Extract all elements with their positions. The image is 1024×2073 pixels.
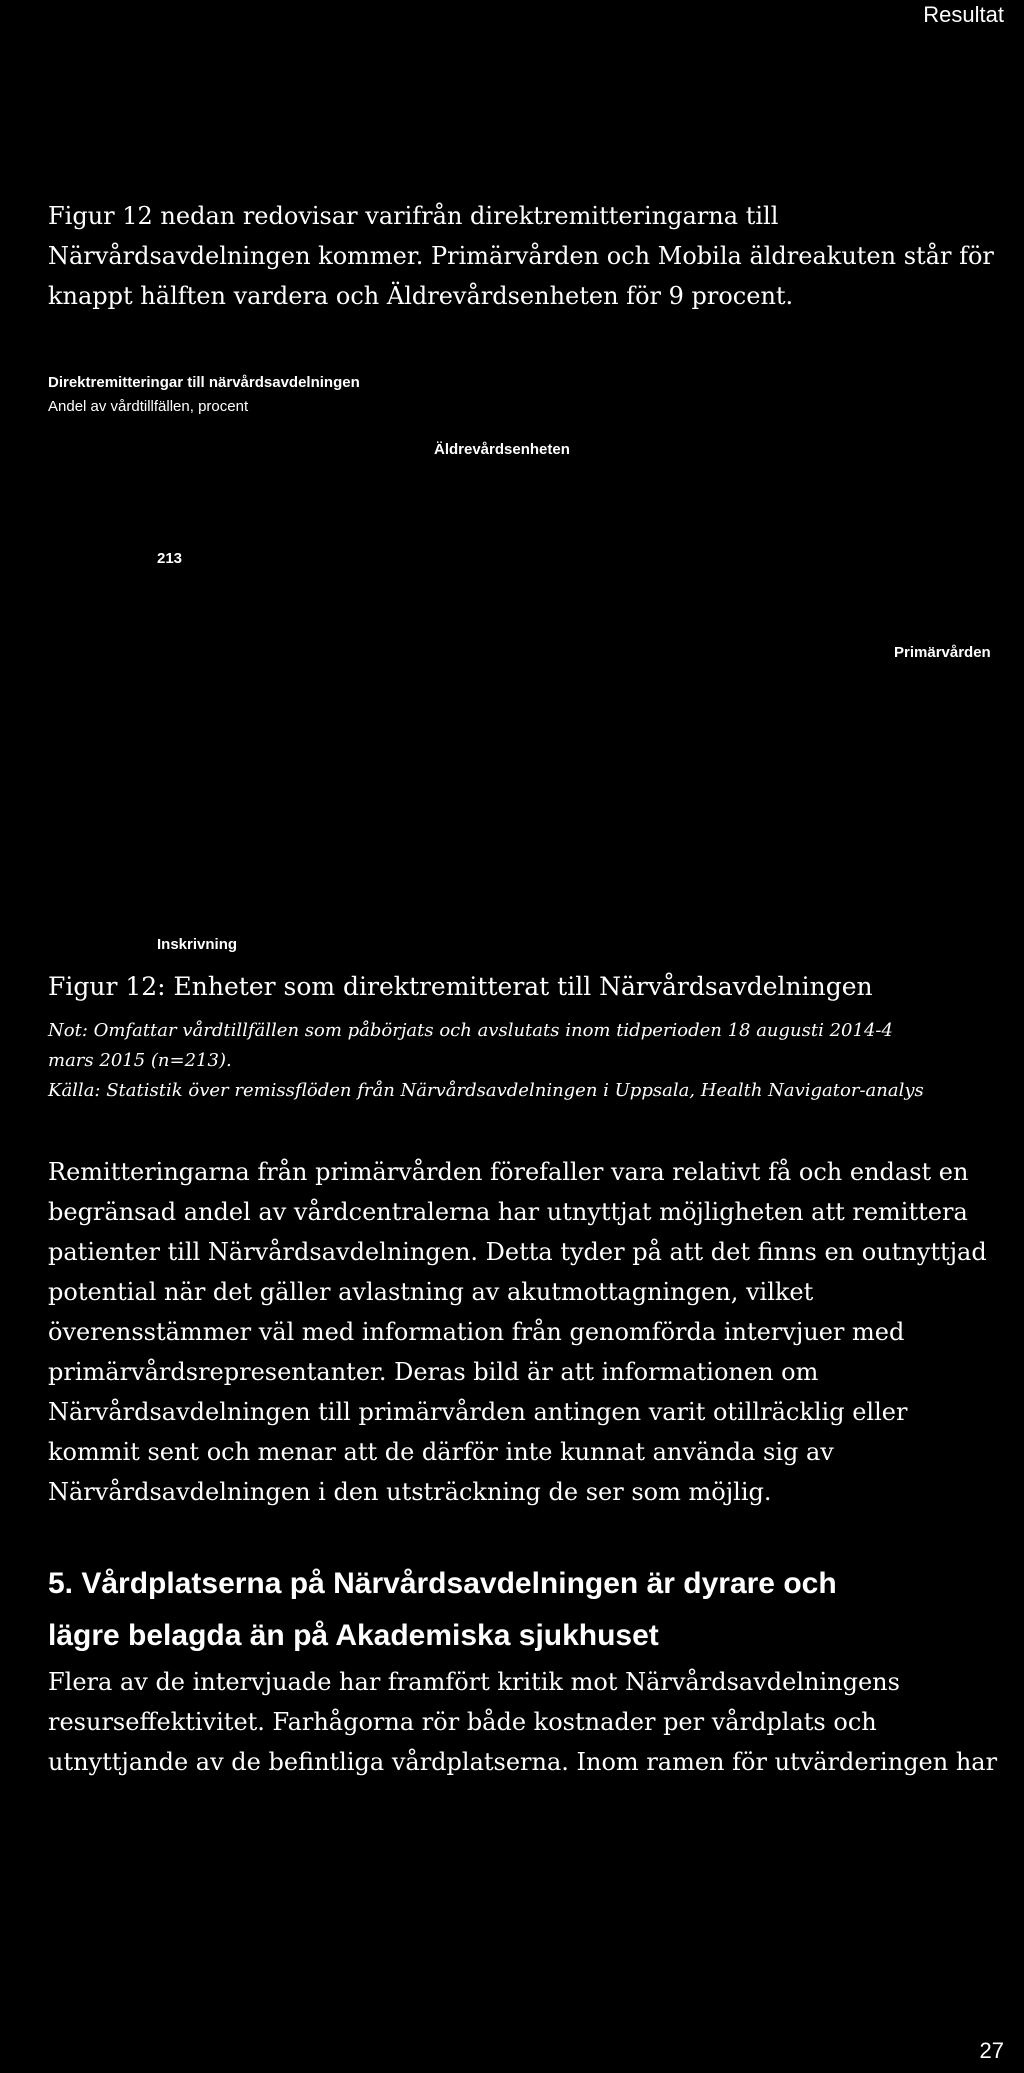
chart-title: Direktremitteringar till närvårdsavdelningen <box>48 374 360 391</box>
body-line: primärvårdsrepresentanter. Deras bild är att informationen om <box>48 1358 819 1386</box>
section-heading <box>48 1558 1008 1662</box>
section-line: Flera av de intervjuade har framfört kritik mot Närvårdsavdelningens <box>48 1668 900 1696</box>
section-paragraph <box>48 1662 1008 1782</box>
intro-line: knappt hälften vardera och Äldrevårdsenheten för 9 procent. <box>48 282 794 310</box>
figure-note-line: mars 2015 (n=213). <box>48 1050 232 1071</box>
page-number: 27 <box>979 2038 1004 2063</box>
body-line: Remitteringarna från primärvården förefaller vara relativt få och endast en <box>48 1158 969 1186</box>
body-line: Närvårdsavdelningen i den utsträckning de ser som möjlig. <box>48 1478 772 1506</box>
intro-paragraph <box>48 196 1008 316</box>
figure-source: Källa: Statistik över remissflöden från Närvårdsavdelningen i Uppsala, Health Navigator-analys <box>48 1080 924 1101</box>
body-line: potential när det gäller avlastning av akutmottagningen, vilket <box>48 1278 814 1306</box>
body-line: överensstämmer väl med information från genomförda intervjuer med <box>48 1318 905 1346</box>
pie-label-primarvarden: Primärvården <box>894 644 991 661</box>
figure-caption: Figur 12: Enheter som direktremitterat till Närvårdsavdelningen <box>48 972 873 1001</box>
pie-label-inskrivning: Inskrivning <box>157 936 238 953</box>
pie-label-aldrevardsenheten: Äldrevårdsenheten <box>434 441 570 458</box>
intro-line: Figur 12 nedan redovisar varifrån direktremitteringarna till <box>48 202 779 230</box>
intro-line: Närvårdsavdelningen kommer. Primärvården och Mobila äldreakuten står för <box>48 242 994 270</box>
body-line: Närvårdsavdelningen till primärvården antingen varit otillräcklig eller <box>48 1398 908 1426</box>
section-line: utnyttjande av de befintliga vårdplatserna. Inom ramen för utvärderingen har <box>48 1748 998 1776</box>
running-header: Resultat <box>923 2 1004 27</box>
section-heading-line: lägre belagda än på Akademiska sjukhuset <box>48 1619 659 1652</box>
chart-subtitle: Andel av vårdtillfällen, procent <box>48 398 249 415</box>
body-line: kommit sent och menar att de därför inte kunnat använda sig av <box>48 1438 834 1466</box>
figure-note-line: Not: Omfattar vårdtillfällen som påbörjats och avslutats inom tidperioden 18 augusti 2014-4 <box>48 1020 893 1041</box>
section-line: resurseffektivitet. Farhågorna rör både kostnader per vårdplats och <box>48 1708 877 1736</box>
body-paragraph <box>48 1152 1008 1512</box>
figure-notes <box>48 1016 988 1106</box>
pie-total-label: 213 <box>157 550 183 567</box>
body-line: patienter till Närvårdsavdelningen. Detta tyder på att det finns en outnyttjad <box>48 1238 987 1266</box>
body-line: begränsad andel av vårdcentralerna har utnyttjat möjligheten att remittera <box>48 1198 968 1226</box>
section-heading-line: 5. Vårdplatserna på Närvårdsavdelningen är dyrare och <box>48 1567 837 1600</box>
